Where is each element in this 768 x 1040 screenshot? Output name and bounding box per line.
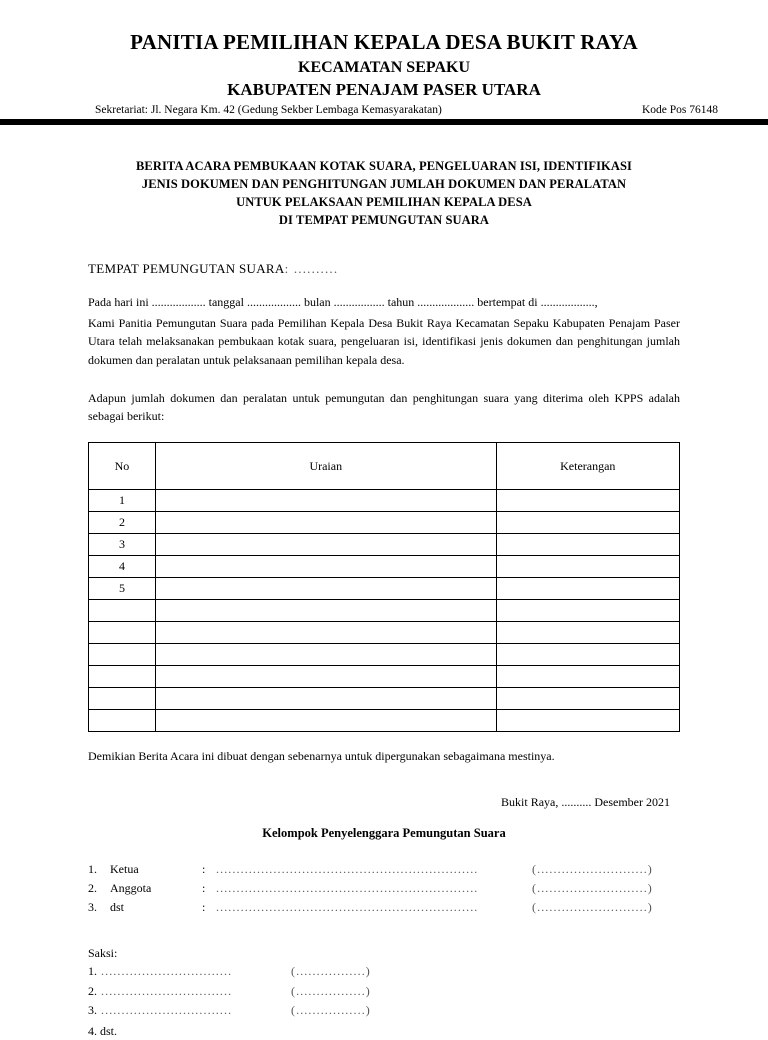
table-header-keterangan: Keterangan xyxy=(496,442,679,489)
witness-block xyxy=(88,944,680,1039)
table-intro-paragraph: Adapun jumlah dokumen dan peralatan untuk pemungutan dan penghitungan suara yang diterima oleh KPPS adalah sebagai berikut: xyxy=(88,390,680,423)
table-cell-keterangan xyxy=(496,665,679,687)
document-title-line3: UNTUK PELAKSAAN PEMILIHAN KEPALA DESA xyxy=(236,194,532,209)
table-cell-uraian xyxy=(155,687,496,709)
table-row xyxy=(89,577,680,599)
table-row xyxy=(89,555,680,577)
signature-role: Anggota xyxy=(110,880,152,895)
table-cell-keterangan xyxy=(496,489,679,511)
polling-place-line xyxy=(88,259,680,279)
documents-table-head xyxy=(89,442,680,489)
table-cell-no: 5 xyxy=(89,577,156,599)
witness-row xyxy=(88,1001,680,1020)
table-row xyxy=(89,665,680,687)
signature-paren-field[interactable]: (...........................) xyxy=(532,900,653,915)
table-cell-keterangan xyxy=(496,709,679,731)
organization-name-line1: PANITIA PEMILIHAN KEPALA DESA BUKIT RAYA xyxy=(130,30,638,54)
table-cell-keterangan xyxy=(496,621,679,643)
secretariat-address: Sekretariat: Jl. Negara Km. 42 (Gedung Sekber Lembaga Kemasyarakatan) xyxy=(95,104,442,117)
table-row xyxy=(89,599,680,621)
table-cell-no: 4 xyxy=(89,555,156,577)
table-cell-no xyxy=(89,687,156,709)
signature-paren-field[interactable]: (...........................) xyxy=(532,880,653,895)
document-title xyxy=(60,158,708,229)
signature-number: 3. xyxy=(88,900,97,915)
signature-name-field[interactable]: ................................................................ xyxy=(216,900,479,915)
document-body xyxy=(88,259,680,1039)
main-paragraph: Kami Panitia Pemungutan Suara pada Pemilihan Kepala Desa Bukit Raya Kecamatan Sepaku Kabupaten Penajam Paser Utara telah melaksanakan pembukaan kotak suara, pengeluaran isi, identifikasi jenis dokumen dan penghitungan jumlah dokumen dan peralatan untuk pelaksanaan pemilihan kepala desa. xyxy=(88,316,680,367)
polling-place-label: TEMPAT PEMUNGUTAN SUARA xyxy=(88,261,285,277)
place-and-date: Bukit Raya, .......... Desember 2021 xyxy=(501,794,670,809)
witness-name-field[interactable]: ................................ xyxy=(101,983,233,998)
table-cell-uraian xyxy=(155,599,496,621)
witness-paren-field[interactable]: (.................) xyxy=(291,964,371,979)
signature-number: 1. xyxy=(88,861,97,876)
table-cell-keterangan xyxy=(496,555,679,577)
table-cell-keterangan xyxy=(496,511,679,533)
witness-row xyxy=(88,982,680,1001)
table-cell-no: 2 xyxy=(89,511,156,533)
organization-name-line2: KECAMATAN SEPAKU xyxy=(298,58,470,76)
signature-paren-field[interactable]: (...........................) xyxy=(532,861,653,876)
signature-colon: : xyxy=(202,900,206,915)
witness-number: 1. xyxy=(88,964,97,979)
document-title-line1: BERITA ACARA PEMBUKAAN KOTAK SUARA, PENGELUARAN ISI, IDENTIFIKASI xyxy=(135,159,633,174)
polling-place-value: : .......... xyxy=(284,261,339,277)
table-cell-no xyxy=(89,621,156,643)
letterhead-address-row xyxy=(45,104,723,116)
table-row xyxy=(89,709,680,731)
table-cell-keterangan xyxy=(496,533,679,555)
table-row xyxy=(89,643,680,665)
witness-paren-field[interactable]: (.................) xyxy=(291,983,371,998)
table-row xyxy=(89,533,680,555)
date-opening-line: Pada hari ini .................. tanggal .................. bulan ................. tahun ................... bertempat di .................., xyxy=(88,294,598,309)
table-row xyxy=(89,621,680,643)
table-cell-no xyxy=(89,665,156,687)
document-title-line4: DI TEMPAT PEMUNGUTAN SUARA xyxy=(278,212,490,227)
witness-name-field[interactable]: ................................ xyxy=(101,1003,233,1018)
witness-name-field[interactable]: ................................ xyxy=(101,964,233,979)
table-cell-uraian xyxy=(155,555,496,577)
table-row xyxy=(89,511,680,533)
witness-paren-field[interactable]: (.................) xyxy=(291,1003,371,1018)
table-cell-uraian xyxy=(155,511,496,533)
letterhead-divider-rule xyxy=(0,119,768,125)
table-cell-uraian xyxy=(155,643,496,665)
letterhead xyxy=(0,0,768,116)
table-cell-uraian xyxy=(155,665,496,687)
witness-last-line: 4. dst. xyxy=(88,1023,118,1038)
witness-list xyxy=(88,962,680,1020)
table-cell-uraian xyxy=(155,533,496,555)
table-header-no: No xyxy=(89,442,156,489)
witness-number: 2. xyxy=(88,983,97,998)
table-cell-keterangan xyxy=(496,599,679,621)
witness-label: Saksi: xyxy=(88,946,118,961)
signature-role: dst xyxy=(110,900,125,915)
signature-name-field[interactable]: ................................................................ xyxy=(216,880,479,895)
signature-colon: : xyxy=(202,880,206,895)
table-cell-no: 3 xyxy=(89,533,156,555)
postal-code: Kode Pos 76148 xyxy=(641,104,718,117)
table-cell-uraian xyxy=(155,577,496,599)
signature-row xyxy=(88,860,680,879)
kpps-group-title: Kelompok Penyelenggara Pemungutan Suara xyxy=(262,825,506,840)
table-cell-uraian xyxy=(155,621,496,643)
table-cell-keterangan xyxy=(496,577,679,599)
table-cell-keterangan xyxy=(496,643,679,665)
signature-number: 2. xyxy=(88,880,97,895)
table-cell-uraian xyxy=(155,489,496,511)
witness-row xyxy=(88,962,680,981)
table-cell-keterangan xyxy=(496,687,679,709)
table-row xyxy=(89,489,680,511)
signature-colon: : xyxy=(202,861,206,876)
signature-list xyxy=(88,860,680,918)
witness-number: 3. xyxy=(88,1003,97,1018)
document-title-line2: JENIS DOKUMEN DAN PENGHITUNGAN JUMLAH DOKUMEN DAN PERALATAN xyxy=(141,177,627,192)
documents-table xyxy=(88,442,680,732)
table-cell-uraian xyxy=(155,709,496,731)
signature-row xyxy=(88,898,680,917)
signature-role: Ketua xyxy=(110,861,139,876)
table-header-row xyxy=(89,442,680,489)
table-header-uraian: Uraian xyxy=(155,442,496,489)
table-cell-no xyxy=(89,599,156,621)
documents-table-body xyxy=(89,489,680,731)
signature-row xyxy=(88,879,680,898)
table-cell-no: 1 xyxy=(89,489,156,511)
organization-name-line3: KABUPATEN PENAJAM PASER UTARA xyxy=(227,80,541,100)
table-row xyxy=(89,687,680,709)
table-cell-no xyxy=(89,709,156,731)
signature-name-field[interactable]: ................................................................ xyxy=(216,861,479,876)
table-cell-no xyxy=(89,643,156,665)
closing-statement: Demikian Berita Acara ini dibuat dengan sebenarnya untuk dipergunakan sebagaimana mestinya. xyxy=(88,748,555,763)
